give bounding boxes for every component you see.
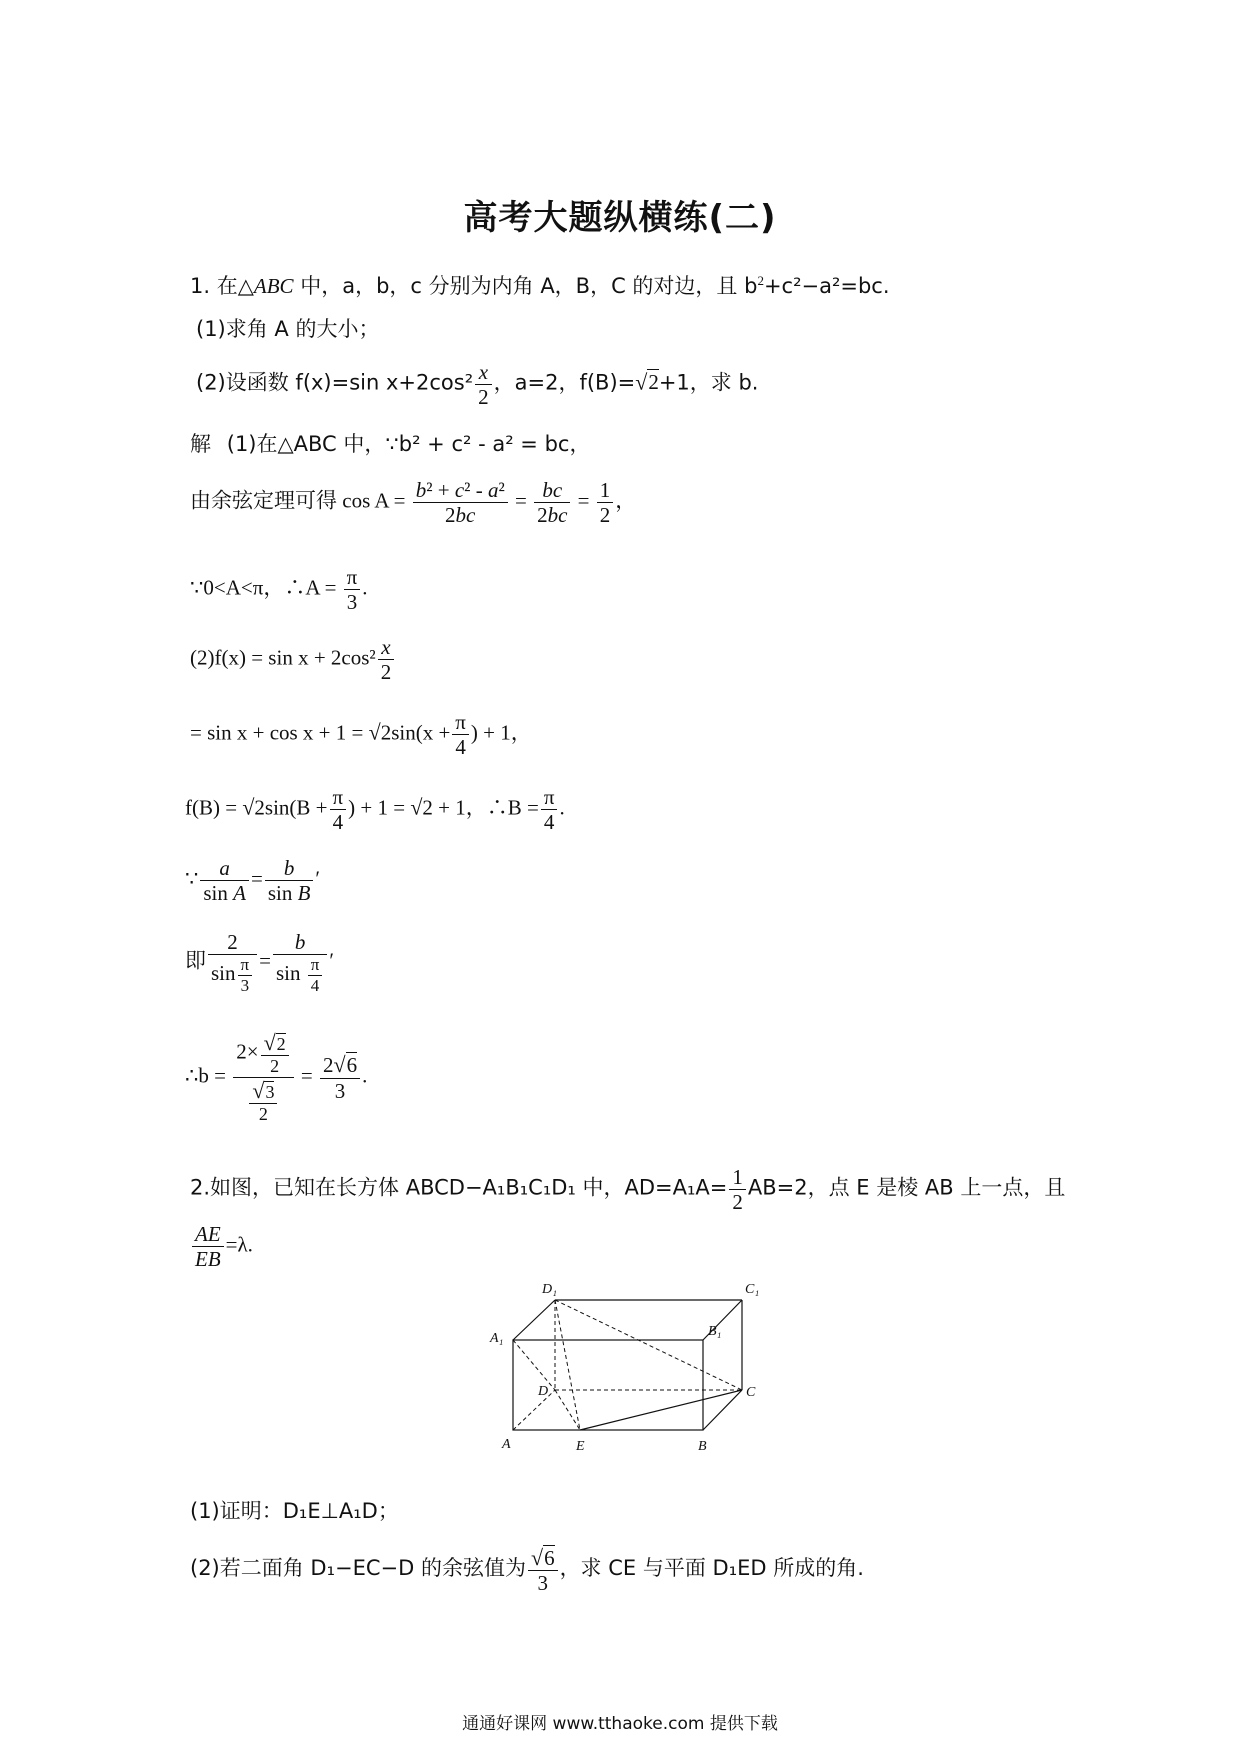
label-D: D (538, 1384, 549, 1399)
label-B: B (698, 1439, 707, 1454)
problem2-stem: 2.如图，已知在长方体 ABCD−A₁B₁C₁D₁ 中，AD=A₁A= $\frac{1}{2}$ AB=2，点 E 是棱 AB 上一点，且 (190, 1165, 1066, 1215)
problem2-part1: (1)证明：D₁E⊥A₁D； (190, 1499, 399, 1523)
problem1-part1: (1)求角 A 的大小； (196, 317, 380, 341)
label-C1: C₁ (745, 1282, 760, 1297)
label-A1: A₁ (490, 1331, 504, 1346)
cuboid-diagram (480, 1270, 790, 1465)
label-B1: B₁ (708, 1324, 722, 1339)
page-footer: 通通好课网 www.tthaoke.com 提供下载 (462, 1714, 778, 1734)
solution-line5: = sin x + cos x + 1 = √2sin(x + $\frac{\pi}{4}$ ) + 1， (190, 710, 532, 760)
solution-line9: ∴b = 2× $\frac{√2}{2}$ $\frac{√3}{2}$ = $\frac{2√6}{3}$ . (185, 1030, 368, 1125)
label-A: A (502, 1437, 511, 1452)
solution-line3: ∵0<A<π，∴A = $\frac{\pi}{3}$ . (190, 565, 368, 615)
problem1-stem: 1. 在△ABC 中，a，b，c 分别为内角 A，B，C 的对边，且 $b^2+c^2-a^2=bc$. (190, 273, 890, 298)
problem2-stem-ratio: $\frac{AE}{EB}$ =λ. (190, 1222, 253, 1271)
problem2-part2: (2)若二面角 D₁−EC−D 的余弦值为 $\frac{√6}{3}$ ，求 CE 与平面 D₁ED 所成的角. (190, 1545, 864, 1596)
label-D1: D₁ (542, 1282, 557, 1297)
label-C: C (746, 1385, 756, 1400)
page-title: 高考大题纵横练(二) (463, 198, 777, 238)
solution-line1: 解 (1)在△ABC 中，∵b² + c² - a² = bc， (190, 432, 591, 456)
solution-line2: 由余弦定理可得 cos A = $\frac{\text{b² + c² - a²}}{2bc}$ = $\frac{bc}{2bc}$ = $\frac{1}{2}$ ， (190, 478, 637, 528)
problem1-part2: (2)设函数 f(x)=sin x+2cos² $\frac{x}{2}$ ，a=2，f(B)=√2+1，求 b. (196, 360, 759, 410)
label-E: E (576, 1439, 585, 1454)
solution-line8: 即 2 sin $\frac{\pi}{3}$ = b sin $\frac{\pi}{4}$ ′ (185, 930, 334, 995)
solution-line7: ∵ $\frac{a}{\text{sin A}}$ = $\frac{b}{\text{sin B}}$ ′ (185, 856, 320, 906)
solution-line6: f(B) = √2sin(B + $\frac{\pi}{4}$ ) + 1 = √2 + 1，∴B = $\frac{\pi}{4}$ . (185, 785, 565, 835)
solution-line4: (2)f(x) = sin x + 2cos² $\frac{x}{2}$ (190, 635, 396, 684)
